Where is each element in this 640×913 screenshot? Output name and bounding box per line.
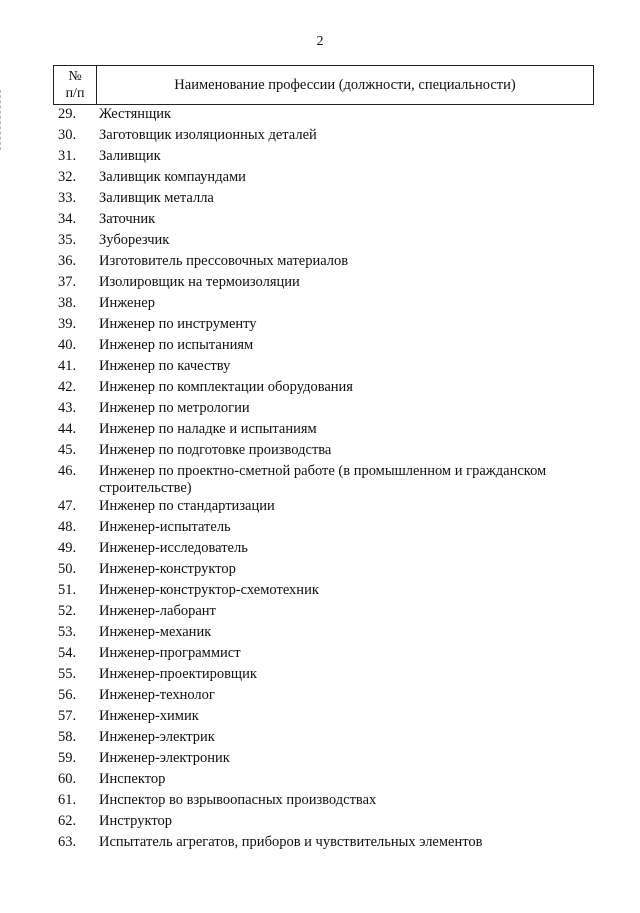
row-number: 44.	[58, 421, 77, 437]
table-row	[0, 398, 640, 419]
table-row	[0, 769, 640, 790]
table-row	[0, 188, 640, 209]
table-row	[0, 230, 640, 251]
row-number: 41.	[58, 358, 77, 374]
table-row	[0, 580, 640, 601]
table-row	[0, 685, 640, 706]
profession-name: Инженер-конструктор	[99, 561, 236, 577]
profession-name: Инженер по стандартизации	[99, 498, 275, 514]
profession-name: Инженер по наладке и испытаниям	[99, 421, 317, 437]
row-number: 37.	[58, 274, 77, 290]
row-number: 31.	[58, 148, 77, 164]
row-number: 54.	[58, 645, 77, 661]
profession-name: Жестянщик	[99, 106, 172, 122]
profession-name: Заливщик компаундами	[99, 169, 246, 185]
table-row	[0, 811, 640, 832]
profession-name: Заготовщик изоляционных деталей	[99, 127, 317, 143]
table-row	[0, 314, 640, 335]
profession-name: Инженер-лаборант	[99, 603, 216, 619]
row-number: 29.	[58, 106, 77, 122]
table-row	[0, 664, 640, 685]
row-number: 59.	[58, 750, 77, 766]
profession-name: Изолировщик на термоизоляции	[99, 274, 300, 290]
row-number: 40.	[58, 337, 77, 353]
profession-name: Инженер по проектно-сметной работе (в промышленном и гражданском строительстве)	[99, 463, 547, 496]
table-row	[0, 104, 640, 125]
row-number: 50.	[58, 561, 77, 577]
row-number: 55.	[58, 666, 77, 682]
profession-name: Инженер по испытаниям	[99, 337, 254, 353]
row-number: 52.	[58, 603, 77, 619]
profession-name: Инспектор	[99, 771, 166, 787]
table-row	[0, 832, 640, 853]
page-number: 2	[316, 34, 324, 49]
profession-name: Инженер по инструменту	[99, 316, 257, 332]
profession-name: Изготовитель прессовочных материалов	[99, 253, 349, 269]
profession-name: Инженер-конструктор-схемотехник	[99, 582, 319, 598]
row-number: 61.	[58, 792, 77, 808]
profession-name: Инженер	[99, 295, 155, 311]
profession-name: Инженер-электрик	[99, 729, 215, 745]
row-number: 51.	[58, 582, 77, 598]
profession-name: Инспектор во взрывоопасных производствах	[99, 792, 377, 808]
profession-name: Заливщик металла	[99, 190, 214, 206]
row-number: 47.	[58, 498, 77, 514]
row-number: 63.	[58, 834, 77, 850]
profession-name: Инженер-механик	[99, 624, 212, 640]
table-row	[0, 517, 640, 538]
row-number: 32.	[58, 169, 77, 185]
table-row	[0, 622, 640, 643]
table-row	[0, 272, 640, 293]
row-number: 58.	[58, 729, 77, 745]
table-row	[0, 419, 640, 440]
table-row	[0, 643, 640, 664]
row-number: 39.	[58, 316, 77, 332]
table-row	[0, 601, 640, 622]
profession-name: Инженер-проектировщик	[99, 666, 257, 682]
header-number-column: № п/п	[54, 66, 97, 104]
row-number: 45.	[58, 442, 77, 458]
row-number: 62.	[58, 813, 77, 829]
row-number: 49.	[58, 540, 77, 556]
row-number: 30.	[58, 127, 77, 143]
profession-name: Инженер-технолог	[99, 687, 215, 703]
table-row	[0, 209, 640, 230]
row-number: 36.	[58, 253, 77, 269]
profession-name: Инженер-программист	[99, 645, 241, 661]
row-number: 46.	[58, 463, 77, 479]
row-number: 42.	[58, 379, 77, 395]
profession-name: Инженер-исследователь	[99, 540, 248, 556]
table-row	[0, 293, 640, 314]
table-row	[0, 496, 640, 517]
profession-name: Инженер-электроник	[99, 750, 230, 766]
row-number: 38.	[58, 295, 77, 311]
row-number: 48.	[58, 519, 77, 535]
table-row	[0, 251, 640, 272]
table-row	[0, 356, 640, 377]
profession-name: Заливщик	[99, 148, 161, 164]
table-row	[0, 125, 640, 146]
profession-name: Инженер по комплектации оборудования	[99, 379, 353, 395]
profession-name: Инструктор	[99, 813, 172, 829]
profession-name: Инженер по качеству	[99, 358, 231, 374]
table-row	[0, 440, 640, 461]
row-number: 60.	[58, 771, 77, 787]
profession-name: Зуборезчик	[99, 232, 170, 248]
profession-list	[0, 104, 640, 853]
profession-name: Инженер по метрологии	[99, 400, 250, 416]
row-number: 34.	[58, 211, 77, 227]
profession-name: Инженер по подготовке производства	[99, 442, 332, 458]
row-number: 56.	[58, 687, 77, 703]
row-number: 57.	[58, 708, 77, 724]
table-row	[0, 748, 640, 769]
profession-name: Инженер-химик	[99, 708, 199, 724]
table-header	[53, 65, 594, 105]
table-row	[0, 146, 640, 167]
table-row	[0, 790, 640, 811]
profession-name: Инженер-испытатель	[99, 519, 231, 535]
table-row	[0, 377, 640, 398]
table-row	[0, 727, 640, 748]
row-number: 33.	[58, 190, 77, 206]
row-number: 43.	[58, 400, 77, 416]
profession-name: Испытатель агрегатов, приборов и чувствительных элементов	[99, 834, 483, 850]
row-number: 35.	[58, 232, 77, 248]
row-number: 53.	[58, 624, 77, 640]
table-row	[0, 706, 640, 727]
table-row	[0, 167, 640, 188]
header-profession-column: Наименование профессии (должности, специальности)	[174, 77, 516, 93]
table-row	[0, 538, 640, 559]
table-row	[0, 559, 640, 580]
profession-name: Заточник	[99, 211, 156, 227]
table-row	[0, 335, 640, 356]
table-row	[0, 461, 640, 496]
